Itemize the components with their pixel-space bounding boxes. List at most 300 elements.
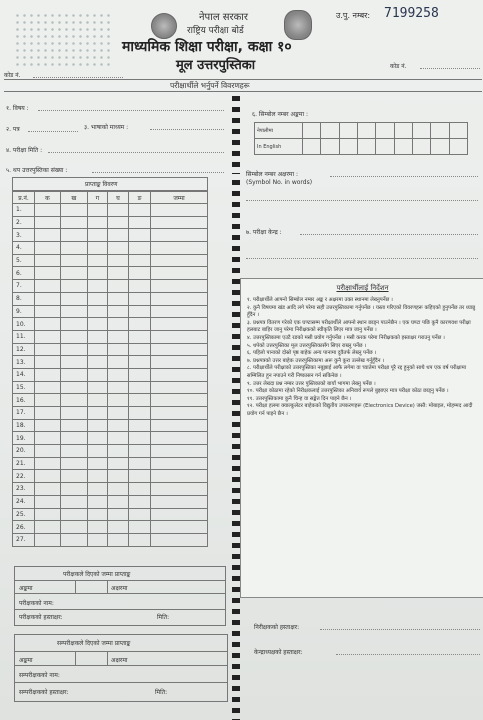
marks-cell[interactable] xyxy=(108,407,129,420)
instruction-item: ५. थपेको उत्तरपुस्तिका मूल उत्तरपुस्तिकासँग सिएर राख्नु पर्नेछ । xyxy=(247,342,367,349)
marks-cell[interactable] xyxy=(87,330,107,343)
date-label: ४. परीक्षा मिति : xyxy=(6,147,43,154)
roll-number-label: उ.पु. नम्बर: xyxy=(336,11,371,20)
symbol-cell[interactable] xyxy=(376,123,394,139)
marks-cell[interactable] xyxy=(108,267,129,280)
marks-cell[interactable] xyxy=(151,419,208,432)
row-number: 22. xyxy=(13,470,35,483)
marks-cell[interactable] xyxy=(108,254,129,267)
row-number: 6. xyxy=(13,267,35,280)
code-left-label: कोड नं. xyxy=(4,72,21,79)
symbol-cell[interactable] xyxy=(449,123,467,139)
marks-cell[interactable] xyxy=(60,495,87,508)
marks-cell[interactable] xyxy=(151,229,208,242)
marks-table xyxy=(12,191,208,547)
marks-cell[interactable] xyxy=(60,394,87,407)
instruction-item: २. कुनै विषयमा खंड आदि लगे परेमा सही उत्तरपुस्तिकामा गर्नुपर्नेछ । यस्ता गरिएको विवरणहरू कहिएको हुनुपर्नेछ तर ध्यान्नु हुँदैन । xyxy=(247,304,476,319)
marks-cell[interactable] xyxy=(108,242,129,255)
marks-cell[interactable] xyxy=(87,394,107,407)
marks-cell[interactable] xyxy=(87,204,107,217)
marks-cell[interactable] xyxy=(108,204,129,217)
marks-cell[interactable] xyxy=(35,343,61,356)
table-row xyxy=(13,495,208,508)
column-header: ग xyxy=(87,192,107,204)
marks-cell[interactable] xyxy=(60,470,87,483)
marks-cell[interactable] xyxy=(128,483,150,496)
marks-cell[interactable] xyxy=(108,521,129,534)
marks-cell[interactable] xyxy=(128,508,150,521)
marks-cell[interactable] xyxy=(108,483,129,496)
marks-cell[interactable] xyxy=(128,419,150,432)
marks-cell[interactable] xyxy=(35,445,61,458)
table-row xyxy=(13,343,208,356)
date-field[interactable] xyxy=(48,152,224,153)
marks-cell[interactable] xyxy=(108,368,129,381)
marks-cell[interactable] xyxy=(128,394,150,407)
symbol-row-nepali-label: नेपालीमा xyxy=(255,123,303,139)
marks-cell[interactable] xyxy=(128,305,150,318)
paper-field[interactable] xyxy=(28,131,78,132)
code-right-label: कोड नं. xyxy=(390,63,407,70)
marks-cell[interactable] xyxy=(87,445,107,458)
marks-cell[interactable] xyxy=(151,254,208,267)
marks-cell[interactable] xyxy=(87,356,107,369)
reviewer-signature-label: सम्परीक्षकको हस्ताक्षर: xyxy=(19,689,69,696)
marks-cell[interactable] xyxy=(108,330,129,343)
symbol-cell[interactable] xyxy=(321,123,339,139)
invigilator-signature-label: निरीक्षकको हस्ताक्षर: xyxy=(254,624,300,631)
column-header: जम्मा xyxy=(151,192,208,204)
instruction-item: ६. पहिलो पानाको दोस्रो पृष्ठ बाहेक अन्य पानामा दुवैतर्फ लेख्नु पर्नेछ । xyxy=(247,350,377,357)
table-row xyxy=(13,292,208,305)
marks-cell[interactable] xyxy=(60,216,87,229)
row-number: 9. xyxy=(13,305,35,318)
centre-field-2[interactable] xyxy=(246,258,478,259)
marks-cell[interactable] xyxy=(87,280,107,293)
code-right-line[interactable] xyxy=(420,68,480,69)
examiner-signature-label: परीक्षकको हस्ताक्षर: xyxy=(19,614,63,621)
marks-cell[interactable] xyxy=(151,470,208,483)
marks-cell[interactable] xyxy=(108,305,129,318)
marks-cell[interactable] xyxy=(151,407,208,420)
marks-cell[interactable] xyxy=(108,457,129,470)
marks-cell[interactable] xyxy=(151,457,208,470)
sheet-title: मूल उत्तरपुस्तिका xyxy=(176,58,256,73)
marks-cell[interactable] xyxy=(87,368,107,381)
marks-cell[interactable] xyxy=(87,521,107,534)
symbol-cell[interactable] xyxy=(357,139,375,155)
centre-label: ७. परीक्षा केन्द्र : xyxy=(246,229,282,236)
table-row xyxy=(13,242,208,255)
table-row xyxy=(13,419,208,432)
marks-cell[interactable] xyxy=(35,280,61,293)
marks-cell[interactable] xyxy=(60,330,87,343)
exam-board-seal-icon xyxy=(284,10,312,40)
row-number: 1. xyxy=(13,204,35,217)
symbol-cell[interactable] xyxy=(412,123,430,139)
marks-cell[interactable] xyxy=(151,305,208,318)
section-bar xyxy=(4,79,482,92)
reviewer-figures-label: अङ्कमा xyxy=(19,657,33,664)
marks-cell[interactable] xyxy=(108,533,129,546)
instruction-item: ३. प्रश्नपत्र वितरण गरेको एक घण्टासम्म परीक्षार्थीले आफ्नो स्थान छाड्न पाउनेछैन । एक घण्टा पछि कुनै कारणवश परीक्षा हलबाट बाहिर जानु परेमा निरीक्षकको स्वीकृति लिएर मात्र जानु पर्नेछ । xyxy=(247,319,471,334)
marks-cell[interactable] xyxy=(35,521,61,534)
marks-cell[interactable] xyxy=(151,343,208,356)
extra-sheets-field[interactable] xyxy=(92,172,224,173)
row-number: 10. xyxy=(13,318,35,331)
marks-cell[interactable] xyxy=(151,280,208,293)
marks-cell[interactable] xyxy=(151,356,208,369)
marks-cell[interactable] xyxy=(87,242,107,255)
marks-cell[interactable] xyxy=(87,343,107,356)
table-row xyxy=(13,407,208,420)
table-row xyxy=(13,318,208,331)
marks-cell[interactable] xyxy=(35,229,61,242)
marks-cell[interactable] xyxy=(128,216,150,229)
marks-cell[interactable] xyxy=(151,381,208,394)
invigilator-signature-field[interactable] xyxy=(320,629,480,630)
marks-cell[interactable] xyxy=(60,508,87,521)
centre-field[interactable] xyxy=(300,234,478,235)
marks-cell[interactable] xyxy=(35,508,61,521)
column-header: प्र.नं. xyxy=(13,192,35,204)
marks-cell[interactable] xyxy=(128,381,150,394)
marks-cell[interactable] xyxy=(128,495,150,508)
symbol-cell[interactable] xyxy=(321,139,339,155)
marks-cell[interactable] xyxy=(87,407,107,420)
marks-cell[interactable] xyxy=(60,483,87,496)
govt-label: नेपाल सरकार xyxy=(199,12,248,23)
column-header: ङ xyxy=(128,192,150,204)
row-number: 18. xyxy=(13,419,35,432)
row-number: 24. xyxy=(13,495,35,508)
instruction-item: ४. उत्तरपुस्तिकामा एउटै रङको मसी प्रयोग गर्नुपर्नेछ । मसी करक परेमा निरीक्षकको हस्ताक्षर गराउनु पर्नेछ । xyxy=(247,334,445,341)
marks-cell[interactable] xyxy=(151,330,208,343)
marks-cell[interactable] xyxy=(151,521,208,534)
marks-cell[interactable] xyxy=(151,394,208,407)
marks-cell[interactable] xyxy=(151,495,208,508)
symbol-cell[interactable] xyxy=(303,123,321,139)
marks-cell[interactable] xyxy=(35,495,61,508)
marks-cell[interactable] xyxy=(60,419,87,432)
marks-cell[interactable] xyxy=(35,305,61,318)
marks-cell[interactable] xyxy=(60,305,87,318)
marks-title-box xyxy=(12,177,208,191)
timing-strip-main xyxy=(232,180,240,720)
marks-cell[interactable] xyxy=(35,419,61,432)
marks-cell[interactable] xyxy=(35,457,61,470)
marks-cell[interactable] xyxy=(35,533,61,546)
marks-cell[interactable] xyxy=(60,533,87,546)
marks-cell[interactable] xyxy=(128,318,150,331)
table-row xyxy=(13,356,208,369)
marks-cell[interactable] xyxy=(60,432,87,445)
marks-cell[interactable] xyxy=(35,330,61,343)
table-row xyxy=(13,508,208,521)
marks-cell[interactable] xyxy=(128,330,150,343)
marks-cell[interactable] xyxy=(151,267,208,280)
table-row xyxy=(13,267,208,280)
examiner-figures-label: अङ्कमा xyxy=(19,585,33,592)
examiner-title: परीक्षकले दिएको जम्मा प्राप्ताङ्क xyxy=(63,571,131,578)
marks-cell[interactable] xyxy=(35,242,61,255)
marks-cell[interactable] xyxy=(87,495,107,508)
marks-cell[interactable] xyxy=(35,204,61,217)
row-number: 16. xyxy=(13,394,35,407)
marks-cell[interactable] xyxy=(35,368,61,381)
instruction-item: १. परीक्षार्थीले आफ्नो सिम्बोल नम्बर अङ्क र अक्षरमा उक्त स्थानमा लेख्नुपर्नेछ । xyxy=(247,297,393,303)
reviewer-name-label: सम्परीक्षकको नाम: xyxy=(19,672,60,679)
marks-cell[interactable] xyxy=(108,495,129,508)
table-row xyxy=(13,216,208,229)
marks-cell[interactable] xyxy=(128,280,150,293)
marks-cell[interactable] xyxy=(151,204,208,217)
marks-cell[interactable] xyxy=(60,267,87,280)
marks-cell[interactable] xyxy=(108,343,129,356)
row-number: 4. xyxy=(13,242,35,255)
table-row xyxy=(13,483,208,496)
marks-cell[interactable] xyxy=(60,280,87,293)
marks-cell[interactable] xyxy=(128,254,150,267)
marks-cell[interactable] xyxy=(60,318,87,331)
marks-cell[interactable] xyxy=(87,216,107,229)
marks-cell[interactable] xyxy=(108,280,129,293)
extra-sheets-label: ५. थप उत्तरपुस्तिका संख्या : xyxy=(6,167,68,174)
marks-title: प्राप्ताङ्क विवरण xyxy=(85,181,118,188)
marks-cell[interactable] xyxy=(108,508,129,521)
symbol-cell[interactable] xyxy=(431,139,449,155)
symbol-cell[interactable] xyxy=(394,123,412,139)
marks-cell[interactable] xyxy=(35,292,61,305)
reviewer-words-label: अक्षरमा xyxy=(111,657,128,664)
marks-cell[interactable] xyxy=(87,470,107,483)
row-number: 13. xyxy=(13,356,35,369)
marks-cell[interactable] xyxy=(60,445,87,458)
marks-cell[interactable] xyxy=(151,292,208,305)
marks-cell[interactable] xyxy=(128,407,150,420)
medium-label: ३. भाषाको माध्यम : xyxy=(84,124,129,131)
marks-cell[interactable] xyxy=(151,368,208,381)
marks-cell[interactable] xyxy=(108,381,129,394)
symbol-cell[interactable] xyxy=(303,139,321,155)
marks-cell[interactable] xyxy=(108,292,129,305)
row-number: 25. xyxy=(13,508,35,521)
marks-cell[interactable] xyxy=(108,229,129,242)
marks-cell[interactable] xyxy=(87,229,107,242)
marks-cell[interactable] xyxy=(60,381,87,394)
examiner-box xyxy=(14,566,226,626)
marks-cell[interactable] xyxy=(87,419,107,432)
marks-cell[interactable] xyxy=(128,356,150,369)
symbol-cell[interactable] xyxy=(376,139,394,155)
marks-cell[interactable] xyxy=(151,445,208,458)
marks-cell[interactable] xyxy=(128,457,150,470)
marks-cell[interactable] xyxy=(108,394,129,407)
table-row xyxy=(13,445,208,458)
table-row xyxy=(13,470,208,483)
instruction-item: १२. परीक्षा हलमा क्याल्कुलेटर बाहेकको विद्युतीय उपकरणहरू (Electronics Device) जस्तै: मोबाइल, मोहम्मद आदी प्रयोग गर्न पाइने छैन । xyxy=(247,403,473,417)
table-row xyxy=(13,305,208,318)
instructions-title: परीक्षार्थीलाई निर्देशन xyxy=(336,284,389,292)
row-number: 15. xyxy=(13,381,35,394)
marks-cell[interactable] xyxy=(87,292,107,305)
marks-cell[interactable] xyxy=(128,204,150,217)
marks-cell[interactable] xyxy=(108,470,129,483)
marks-cell[interactable] xyxy=(35,254,61,267)
marks-cell[interactable] xyxy=(87,267,107,280)
marks-cell[interactable] xyxy=(151,533,208,546)
marks-cell[interactable] xyxy=(60,204,87,217)
subject-label: १. विषय : xyxy=(6,105,29,112)
table-row xyxy=(13,330,208,343)
marks-cell[interactable] xyxy=(151,216,208,229)
row-number: 19. xyxy=(13,432,35,445)
marks-cell[interactable] xyxy=(60,521,87,534)
marks-cell[interactable] xyxy=(60,242,87,255)
marks-cell[interactable] xyxy=(128,368,150,381)
marks-cell[interactable] xyxy=(60,356,87,369)
symbol-cell[interactable] xyxy=(431,123,449,139)
symbol-words-label: सिम्बोल नम्बर अक्षरमा : xyxy=(246,171,298,178)
marks-cell[interactable] xyxy=(60,254,87,267)
nepal-emblem-icon xyxy=(151,13,177,39)
column-header: क xyxy=(35,192,61,204)
medium-field[interactable] xyxy=(150,129,224,130)
instruction-item: ९. उत्तर लेख्दा प्रश्न नम्बर उत्तर पुस्तिकाको बायाँ भागमा लेख्नु पर्नेछ । xyxy=(247,380,376,387)
marks-cell[interactable] xyxy=(128,343,150,356)
table-row xyxy=(13,457,208,470)
dot-pattern-code xyxy=(14,12,114,67)
row-number: 21. xyxy=(13,457,35,470)
row-number: 12. xyxy=(13,343,35,356)
symbol-cell[interactable] xyxy=(339,139,357,155)
symbol-cell[interactable] xyxy=(394,139,412,155)
marks-cell[interactable] xyxy=(60,407,87,420)
instruction-item: ८. परीक्षार्थीले परीक्षाको उत्तरपुस्तिका नबुझाई आफै लगेमा वा च्यातेमा परीक्षा पूरै रद्द हुनुको साथै थप एक वर्ष परीक्षामा सम्मिलित हुन नपाउने गरी निष्कासन गर्न सकिनेछ । xyxy=(247,365,467,379)
marks-cell[interactable] xyxy=(35,381,61,394)
symbol-words-field[interactable] xyxy=(330,176,478,177)
row-number: 23. xyxy=(13,483,35,496)
symbol-cell[interactable] xyxy=(357,123,375,139)
subject-field[interactable] xyxy=(38,110,224,111)
instruction-item: ७. प्रश्नपत्रको उत्तर बाहेक उत्तरपुस्तिकामा अरू कुनै कुरा उल्लेख गर्नुहुँदैन । xyxy=(247,357,385,364)
marks-cell[interactable] xyxy=(151,483,208,496)
column-header: ख xyxy=(60,192,87,204)
marks-cell[interactable] xyxy=(128,242,150,255)
marks-cell[interactable] xyxy=(87,457,107,470)
centre-chief-signature-field[interactable] xyxy=(336,654,480,655)
marks-cell[interactable] xyxy=(128,445,150,458)
marks-cell[interactable] xyxy=(128,267,150,280)
paper-label: २. पत्र xyxy=(6,126,20,133)
marks-cell[interactable] xyxy=(60,229,87,242)
marks-cell[interactable] xyxy=(87,318,107,331)
table-row xyxy=(13,394,208,407)
table-row xyxy=(13,229,208,242)
marks-cell[interactable] xyxy=(87,254,107,267)
marks-cell[interactable] xyxy=(108,445,129,458)
marks-cell[interactable] xyxy=(108,216,129,229)
marks-cell[interactable] xyxy=(87,381,107,394)
row-number: 27. xyxy=(13,533,35,546)
symbol-words-en-label: (Symbol No. in words) xyxy=(246,179,313,186)
examiner-date-label: मिति: xyxy=(157,614,170,621)
symbol-cell[interactable] xyxy=(412,139,430,155)
marks-cell[interactable] xyxy=(60,343,87,356)
marks-cell[interactable] xyxy=(151,242,208,255)
row-number: 20. xyxy=(13,445,35,458)
marks-cell[interactable] xyxy=(128,470,150,483)
marks-cell[interactable] xyxy=(128,229,150,242)
marks-cell[interactable] xyxy=(87,533,107,546)
reviewer-date-label: मिति: xyxy=(155,689,168,696)
marks-cell[interactable] xyxy=(128,292,150,305)
marks-cell[interactable] xyxy=(151,432,208,445)
marks-cell[interactable] xyxy=(35,407,61,420)
marks-cell[interactable] xyxy=(60,292,87,305)
marks-cell[interactable] xyxy=(108,432,129,445)
row-number: 5. xyxy=(13,254,35,267)
row-number: 17. xyxy=(13,407,35,420)
column-header: घ xyxy=(108,192,129,204)
marks-cell[interactable] xyxy=(128,521,150,534)
symbol-row-english-label: In English xyxy=(255,139,303,155)
marks-cell[interactable] xyxy=(60,368,87,381)
instruction-item: ११. उत्तरपुस्तिकामा कुनै चिन्ह वा सङ्केत दिन पाइने छैन । xyxy=(247,395,352,402)
row-number: 2. xyxy=(13,216,35,229)
marks-cell[interactable] xyxy=(151,508,208,521)
table-row xyxy=(13,521,208,534)
marks-cell[interactable] xyxy=(35,216,61,229)
roll-number: 7199258 xyxy=(384,6,439,21)
table-row xyxy=(13,381,208,394)
marks-cell[interactable] xyxy=(35,267,61,280)
marks-cell[interactable] xyxy=(128,432,150,445)
table-row xyxy=(13,533,208,546)
marks-cell[interactable] xyxy=(35,356,61,369)
row-number: 3. xyxy=(13,229,35,242)
marks-cell[interactable] xyxy=(35,432,61,445)
row-number: 26. xyxy=(13,521,35,534)
marks-cell[interactable] xyxy=(108,356,129,369)
marks-cell[interactable] xyxy=(87,508,107,521)
marks-cell[interactable] xyxy=(35,318,61,331)
table-row xyxy=(13,280,208,293)
examiner-name-label: परीक्षकको नाम: xyxy=(19,600,54,607)
reviewer-box xyxy=(14,634,228,702)
symbol-cell[interactable] xyxy=(339,123,357,139)
symbol-cell[interactable] xyxy=(449,139,467,155)
exam-title: माध्यमिक शिक्षा परीक्षा, कक्षा १० xyxy=(122,39,292,55)
table-row xyxy=(13,368,208,381)
instructions-panel xyxy=(240,278,483,598)
marks-cell[interactable] xyxy=(87,432,107,445)
marks-cell[interactable] xyxy=(87,483,107,496)
marks-cell[interactable] xyxy=(151,318,208,331)
code-left-line[interactable] xyxy=(33,77,123,78)
reviewer-title: सम्परीक्षकले दिएको जम्मा प्राप्ताङ्क xyxy=(57,640,131,647)
marks-cell[interactable] xyxy=(60,457,87,470)
marks-cell[interactable] xyxy=(35,483,61,496)
marks-cell[interactable] xyxy=(128,533,150,546)
marks-cell[interactable] xyxy=(35,394,61,407)
marks-cell[interactable] xyxy=(108,419,129,432)
marks-cell[interactable] xyxy=(87,305,107,318)
examiner-words-label: अक्षरमा xyxy=(111,585,128,592)
marks-cell[interactable] xyxy=(35,470,61,483)
marks-cell[interactable] xyxy=(108,318,129,331)
symbol-words-field-2[interactable] xyxy=(246,200,478,201)
